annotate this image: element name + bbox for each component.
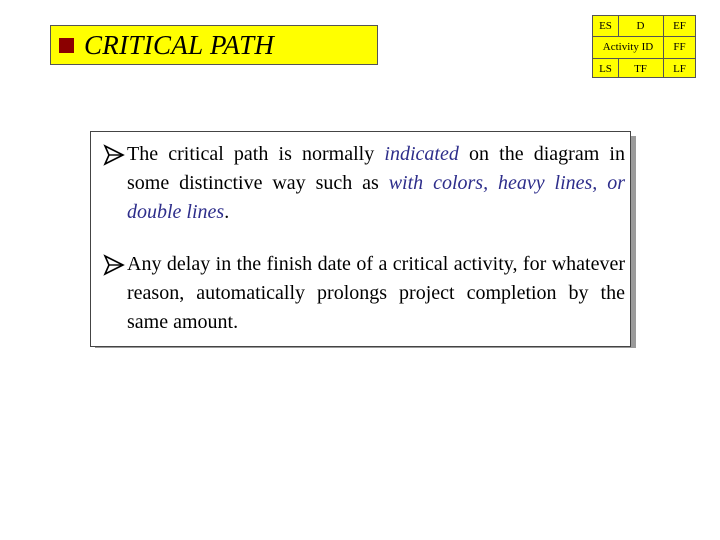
bullet-text-1 [127,140,625,227]
bullet-text-segment: . [224,201,230,223]
node-ef: EF [673,19,686,32]
node-ls: LS [599,62,612,75]
page-title: CRITICAL PATH [84,29,275,60]
bullet-text-segment: The critical path is normally [127,143,385,165]
bullet-text-segment: on the diagram in some distinctive way such as [127,143,625,194]
arrowhead-bullet-icon [103,144,125,166]
activity-node-legend [592,15,696,78]
node-d: D [636,19,645,32]
arrowhead-bullet-icon [103,254,125,276]
title-banner [50,25,378,65]
emphasized-text: with colors, heavy lines, or double lines [127,172,625,223]
node-tf: TF [634,62,647,75]
emphasized-text: indicated [384,143,459,165]
square-bullet-icon [59,38,74,53]
content-panel [90,131,631,347]
node-es: ES [599,19,612,32]
node-lf: LF [673,62,686,75]
node-ff: FF [673,41,686,53]
bullet-text-2: Any delay in the finish date of a critical activity, for whatever reason, automatically prolongs project completion by the same amount. [127,253,625,333]
node-activity-id: Activity ID [602,41,654,53]
